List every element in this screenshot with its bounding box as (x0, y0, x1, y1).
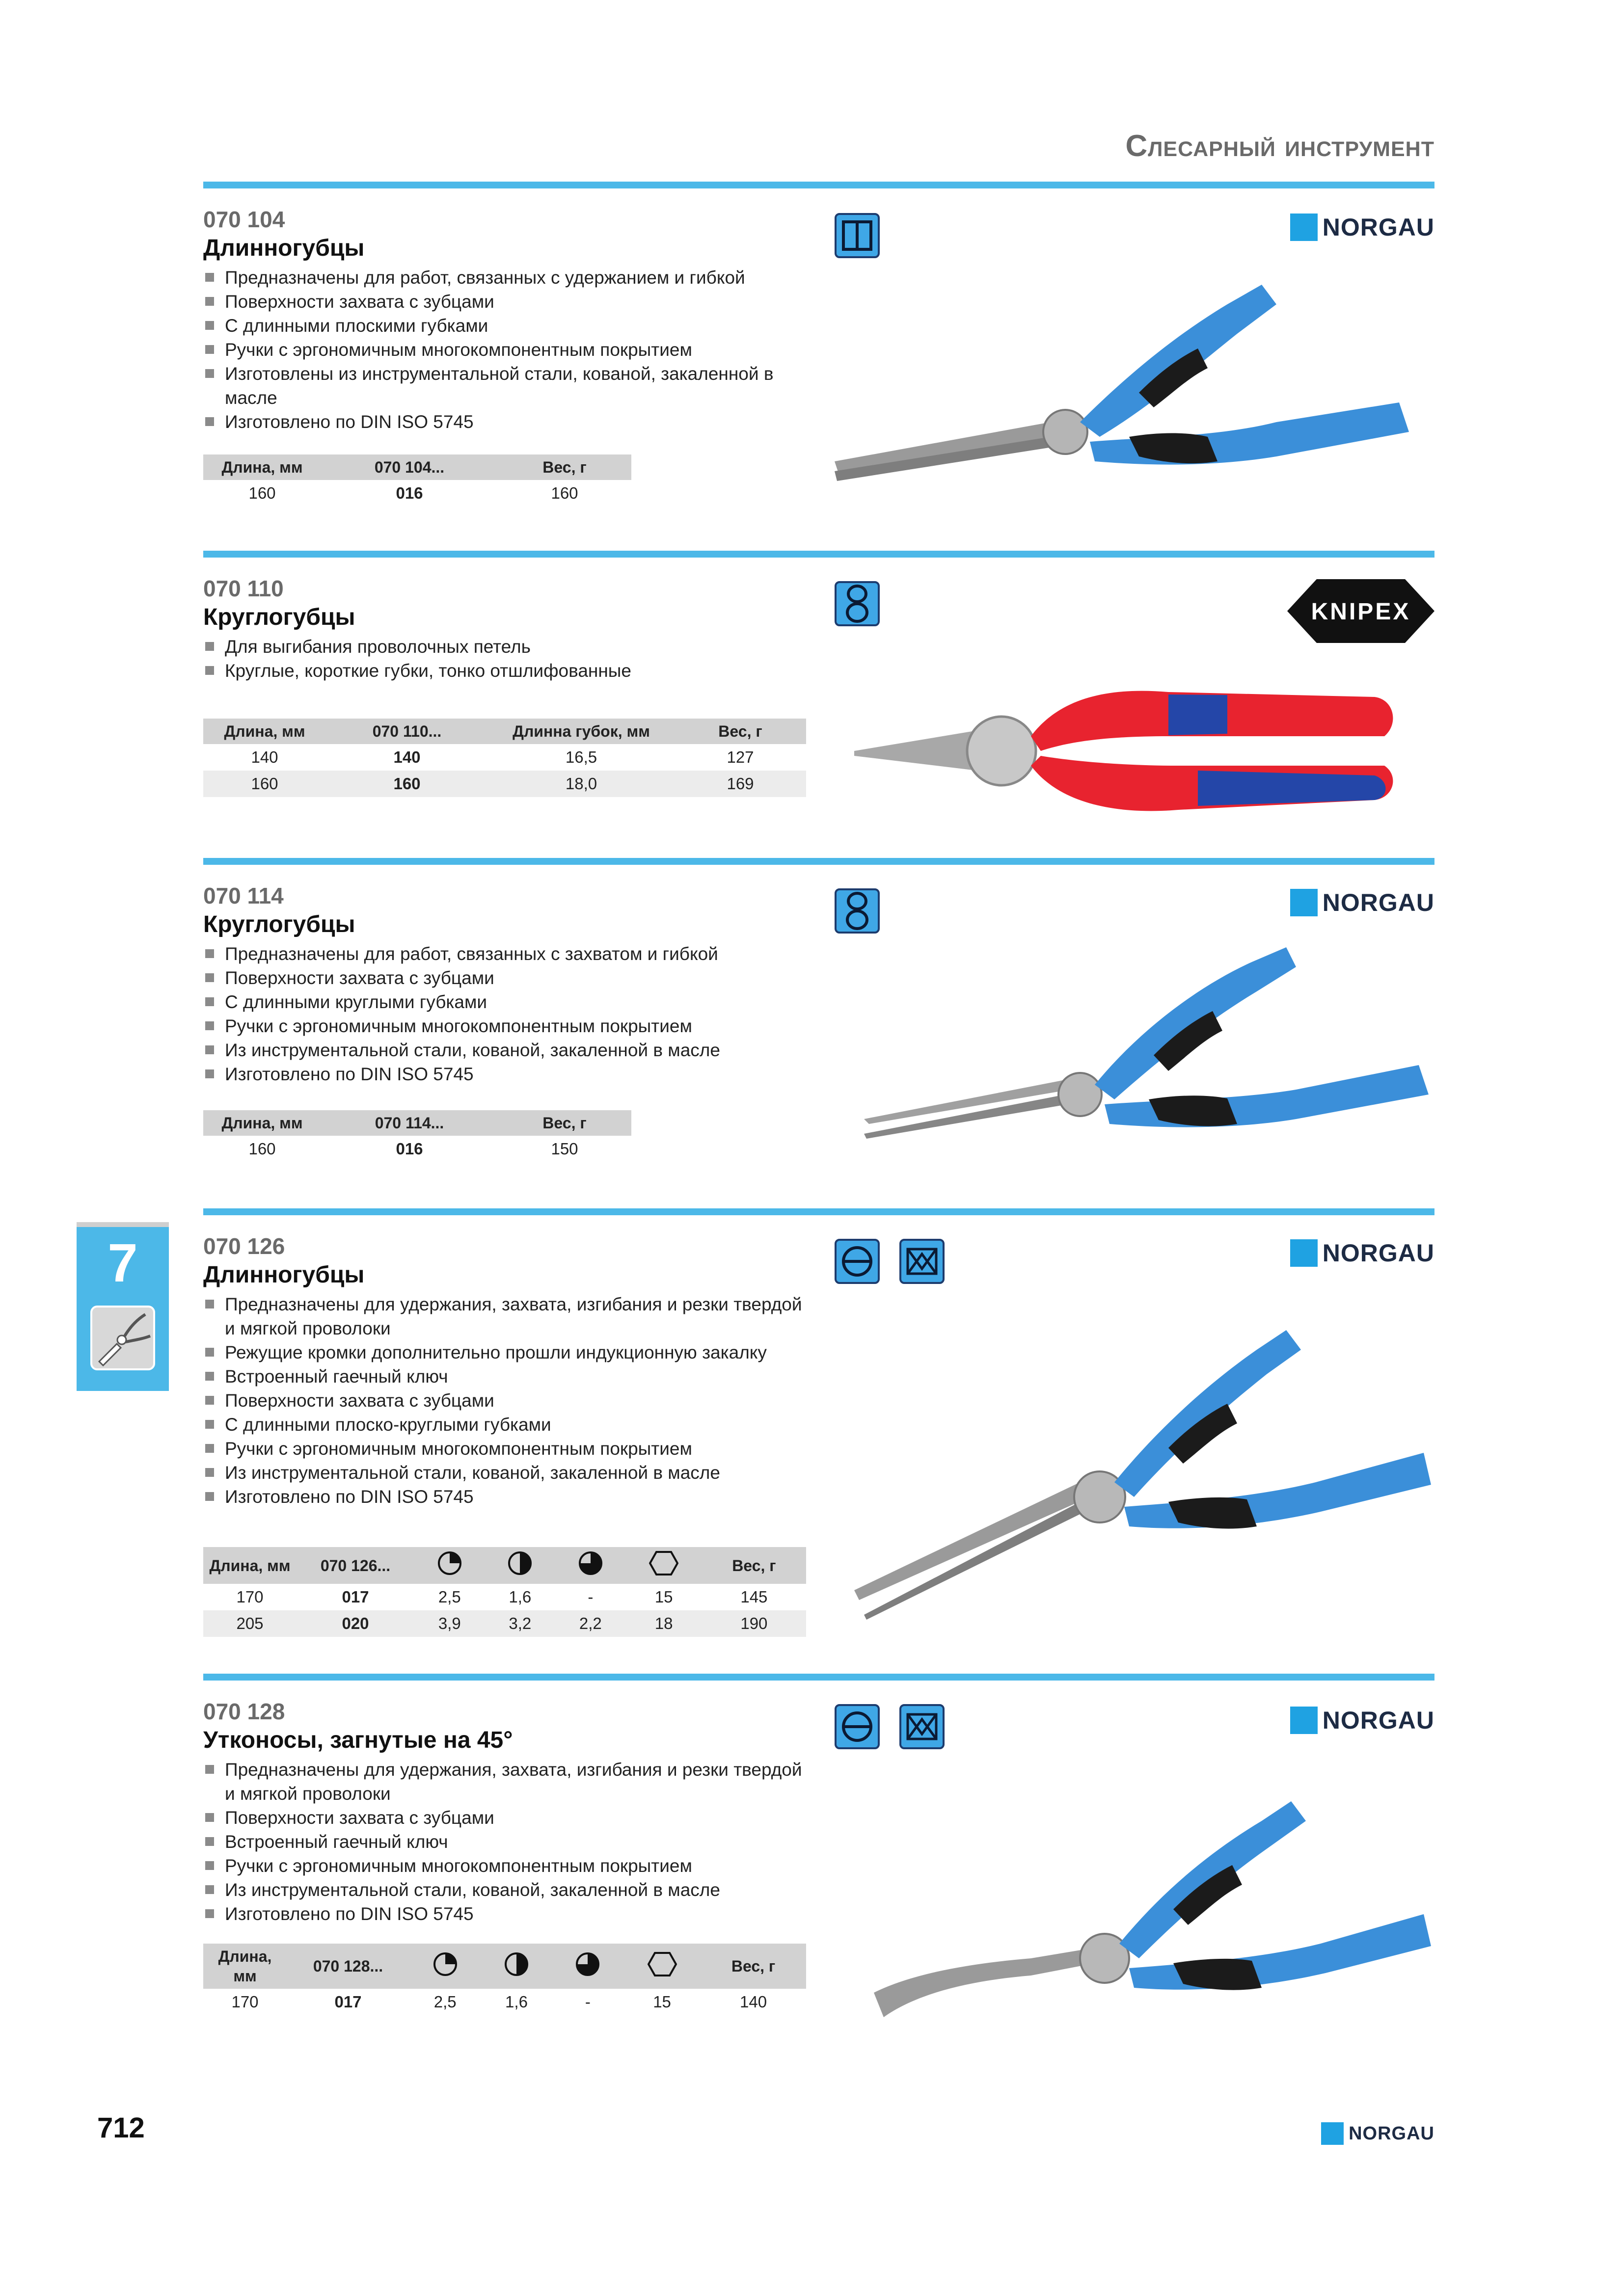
feature-item: Ручки с эргономичным многокомпонентным покрытием (203, 1437, 812, 1461)
table-cell: 016 (396, 1140, 423, 1158)
page-number: 712 (97, 2112, 145, 2144)
cutting-edge-icon (899, 1704, 945, 1749)
norgau-square-icon (1290, 1239, 1318, 1267)
col-header: 070 128... (287, 1944, 409, 1989)
table-cell: 160 (248, 1140, 276, 1158)
table-cell: 15 (653, 1993, 671, 2011)
feature-item: Для выгибания проволочных петель (203, 635, 812, 659)
hex-nut-icon (626, 1547, 702, 1584)
brand-logo-norgau (1290, 1239, 1434, 1267)
pliers-image-bent-norgau (874, 1787, 1434, 2052)
table-cell: 2,5 (438, 1588, 461, 1606)
col-header: Длина, мм (203, 1944, 287, 1989)
col-header: Длина, мм (203, 454, 321, 480)
section-title: Слесарный инструмент (1125, 129, 1434, 163)
feature-item: Поверхности захвата с зубцами (203, 1388, 812, 1413)
table-cell: 3,2 (485, 1610, 556, 1637)
feature-list (203, 1758, 812, 1926)
product-name: Длинногубцы (203, 235, 365, 261)
table-cell: 190 (702, 1610, 806, 1637)
col-header: Вес, г (498, 1110, 631, 1136)
table-row (203, 771, 806, 797)
col-header: Длина, мм (203, 1110, 321, 1136)
brand-logo-knipex (1287, 579, 1434, 643)
pliers-image-round-knipex (854, 677, 1404, 825)
table-cell: 160 (551, 484, 578, 502)
feature-item: С длинными круглыми губками (203, 990, 812, 1014)
table-cell: 017 (342, 1588, 369, 1606)
spec-table (203, 1547, 806, 1637)
table-cell: 016 (396, 484, 423, 502)
feature-item: Предназначены для работ, связанных с захватом и гибкой (203, 942, 812, 966)
medium-wire-icon (481, 1944, 552, 1989)
table-cell: 145 (740, 1588, 768, 1606)
table-cell: 1,6 (505, 1993, 528, 2011)
table-cell: - (585, 1993, 591, 2011)
hard-wire-icon (555, 1547, 626, 1584)
feature-item: Из инструментальной стали, кованой, закаленной в масле (203, 1461, 812, 1485)
feature-item: Встроенный гаечный ключ (203, 1830, 812, 1854)
col-header: 070 126... (297, 1547, 414, 1584)
feature-item: Изготовлены из инструментальной стали, кованой, закаленной в масле (203, 362, 812, 410)
feature-list (203, 942, 812, 1086)
feature-list (203, 1292, 812, 1509)
feature-item: Изготовлено по DIN ISO 5745 (203, 1902, 812, 1926)
feature-item: С длинными плоско-круглыми губками (203, 1413, 812, 1437)
table-cell: 3,9 (414, 1610, 485, 1637)
table-cell: 2,5 (433, 1993, 457, 2011)
spec-table (203, 719, 806, 797)
feature-item: Встроенный гаечный ключ (203, 1364, 812, 1388)
brand-name: NORGAU (1349, 2123, 1434, 2144)
table-cell: 16,5 (565, 748, 597, 766)
table-row (203, 1610, 806, 1637)
round-jaw-icon (835, 888, 880, 934)
feature-item: Изготовлено по DIN ISO 5745 (203, 410, 812, 434)
feature-list (203, 635, 812, 683)
brand-name: NORGAU (1322, 1239, 1434, 1267)
table-row (203, 1584, 806, 1610)
table-cell: 127 (727, 748, 754, 766)
feature-item: Из инструментальной стали, кованой, закаленной в масле (203, 1038, 812, 1062)
feature-item: Круглые, короткие губки, тонко отшлифованные (203, 659, 812, 683)
spec-table (203, 454, 631, 507)
section-divider (203, 1208, 1434, 1215)
product-code: 070 128 (203, 1699, 285, 1724)
norgau-square-icon (1290, 889, 1318, 916)
feature-list (203, 266, 812, 434)
brand-name: KNIPEX (1311, 599, 1411, 625)
table-row (203, 744, 806, 771)
table-cell: 160 (248, 484, 276, 502)
product-code: 070 110 (203, 576, 284, 601)
round-jaw-icon (835, 581, 880, 626)
table-cell: 18 (626, 1610, 702, 1637)
table-cell: 140 (740, 1993, 767, 2011)
feature-item: Из инструментальной стали, кованой, закаленной в масле (203, 1878, 812, 1902)
table-row (203, 480, 631, 507)
col-header: Длина, мм (203, 719, 326, 744)
feature-item: Режущие кромки дополнительно прошли индукционную закалку (203, 1340, 812, 1364)
chapter-number: 7 (108, 1233, 138, 1293)
pliers-image-flat (835, 275, 1424, 510)
section-divider (203, 1674, 1434, 1681)
product-name: Круглогубцы (203, 604, 355, 630)
hex-nut-icon (623, 1944, 701, 1989)
section-divider (203, 551, 1434, 558)
footer-brand-logo (1321, 2122, 1434, 2145)
table-cell: 205 (203, 1610, 297, 1637)
chapter-tab[interactable] (77, 1222, 169, 1391)
table-cell: 170 (231, 1993, 259, 2011)
col-header: Длинна губок, мм (488, 719, 675, 744)
section-divider (203, 182, 1434, 188)
product-name: Круглогубцы (203, 911, 355, 937)
col-header: 070 110... (326, 719, 488, 744)
section-divider (203, 858, 1434, 865)
medium-wire-icon (485, 1547, 556, 1584)
feature-item: Изготовлено по DIN ISO 5745 (203, 1485, 812, 1509)
col-header: Вес, г (498, 454, 631, 480)
feature-item: Ручки с эргономичным многокомпонентным покрытием (203, 1014, 812, 1038)
pliers-image-round-norgau (864, 942, 1434, 1188)
table-cell: 150 (551, 1140, 578, 1158)
feature-item: Изготовлено по DIN ISO 5745 (203, 1062, 812, 1086)
feature-item: С длинными плоскими губками (203, 314, 812, 338)
soft-wire-icon (409, 1944, 481, 1989)
table-cell: 169 (675, 771, 806, 797)
brand-name: NORGAU (1322, 889, 1434, 916)
brand-logo-norgau (1290, 888, 1434, 917)
brand-name: NORGAU (1322, 214, 1434, 241)
table-cell: 017 (334, 1993, 362, 2011)
table-cell: 160 (203, 771, 326, 797)
table-cell: 140 (251, 748, 278, 766)
table-cell: 170 (236, 1588, 264, 1606)
cutting-edge-icon (899, 1239, 945, 1284)
hard-wire-icon (552, 1944, 623, 1989)
product-name: Длинногубцы (203, 1262, 365, 1288)
product-name: Утконосы, загнутые на 45° (203, 1727, 513, 1753)
norgau-square-icon (1321, 2122, 1344, 2145)
product-070110 (203, 575, 1434, 683)
flat-round-jaw-icon (835, 1239, 880, 1284)
product-code: 070 104 (203, 207, 285, 232)
feature-item: Предназначены для работ, связанных с удержанием и гибкой (203, 266, 812, 290)
table-row (203, 1136, 631, 1162)
spec-table (203, 1944, 806, 2015)
brand-logo-norgau (1290, 1706, 1434, 1735)
table-cell: 18,0 (488, 771, 675, 797)
flat-jaw-icon (835, 213, 880, 258)
feature-item: Ручки с эргономичным многокомпонентным покрытием (203, 338, 812, 362)
norgau-square-icon (1290, 1707, 1318, 1734)
soft-wire-icon (414, 1547, 485, 1584)
col-header: Длина, мм (203, 1547, 297, 1584)
table-cell: - (588, 1588, 594, 1606)
flat-round-jaw-icon (835, 1704, 880, 1749)
norgau-square-icon (1290, 214, 1318, 241)
col-header: 070 114... (321, 1110, 498, 1136)
feature-item: Поверхности захвата с зубцами (203, 966, 812, 990)
feature-item: Предназначены для удержания, захвата, изгибания и резки твердой и мягкой проволоки (203, 1758, 812, 1806)
table-cell: 1,6 (509, 1588, 532, 1606)
table-cell: 020 (297, 1610, 414, 1637)
pliers-image-long-norgau (854, 1315, 1434, 1629)
table-row (203, 1989, 806, 2015)
pliers-icon (90, 1306, 155, 1370)
feature-item: Ручки с эргономичным многокомпонентным покрытием (203, 1854, 812, 1878)
feature-item: Поверхности захвата с зубцами (203, 1806, 812, 1830)
feature-item: Предназначены для удержания, захвата, изгибания и резки твердой и мягкой проволоки (203, 1292, 812, 1340)
brand-name: NORGAU (1322, 1707, 1434, 1734)
table-cell: 140 (393, 748, 421, 766)
col-header: Вес, г (675, 719, 806, 744)
table-cell: 15 (654, 1588, 673, 1606)
col-header: Вес, г (702, 1547, 806, 1584)
table-cell: 2,2 (555, 1610, 626, 1637)
product-code: 070 114 (203, 883, 284, 908)
feature-item: Поверхности захвата с зубцами (203, 290, 812, 314)
spec-table (203, 1110, 631, 1162)
product-code: 070 126 (203, 1233, 285, 1259)
col-header: 070 104... (321, 454, 498, 480)
table-cell: 160 (326, 771, 488, 797)
brand-logo-norgau (1290, 213, 1434, 241)
col-header: Вес, г (701, 1944, 806, 1989)
